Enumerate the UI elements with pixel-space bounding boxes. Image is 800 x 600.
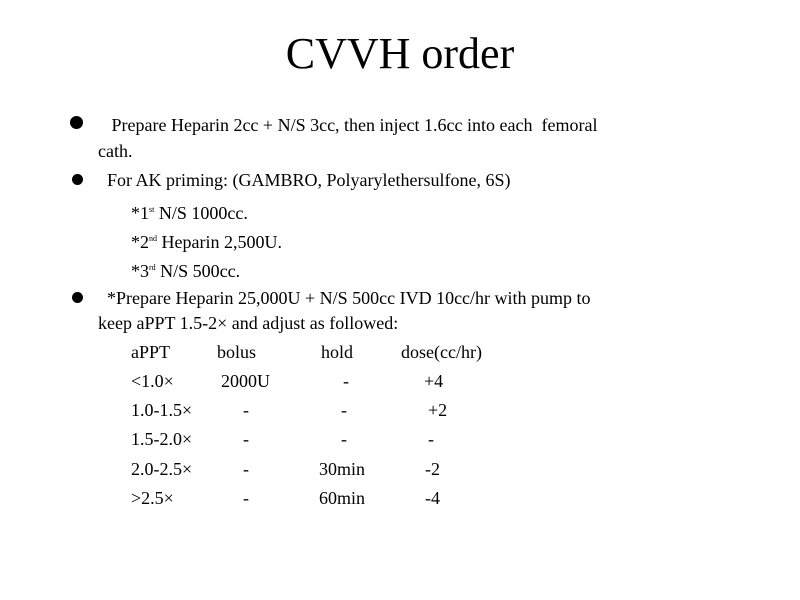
bullet-icon [70, 116, 83, 129]
bullet-icon [72, 174, 83, 185]
step-ordinal: rd [149, 263, 156, 272]
step-number: *1 [131, 203, 149, 223]
step-number: *2 [131, 232, 149, 252]
table-cell: 1.0-1.5× [131, 400, 193, 420]
bullet-3-line-1: *Prepare Heparin 25,000U + N/S 500cc IVD 10cc/hr with pump to [98, 288, 591, 308]
step-text: N/S 500cc. [155, 261, 241, 281]
bullet-1-line-1: Prepare Heparin 2cc + N/S 3cc, then inject 1.6cc into each femoral [98, 115, 598, 135]
table-cell: 2000U [221, 371, 270, 391]
step-number: *3 [131, 261, 149, 281]
table-cell: +2 [428, 400, 448, 420]
table-cell: 30min [319, 459, 366, 479]
table-cell: - [243, 400, 249, 420]
table-cell: 2.0-2.5× [131, 459, 193, 479]
table-cell: - [341, 400, 347, 420]
table-cell: - [343, 371, 349, 391]
step-ordinal: st [149, 205, 155, 214]
table-cell: - [428, 429, 434, 449]
table-cell: -2 [425, 459, 440, 479]
step-ordinal: nd [149, 234, 157, 243]
bullet-icon [72, 292, 83, 303]
table-cell: - [243, 488, 249, 508]
table-header-hold: hold [321, 342, 354, 362]
table-cell: - [243, 429, 249, 449]
priming-step-1 [131, 198, 248, 225]
table-cell: +4 [424, 371, 444, 391]
table-cell: 60min [319, 488, 366, 508]
table-cell: 1.5-2.0× [131, 429, 193, 449]
bullet-1-line-2: cath. [98, 141, 133, 161]
table-header-appt: aPPT [131, 342, 171, 362]
priming-step-2 [131, 227, 282, 254]
slide-title: CVVH order [285, 29, 515, 78]
table-cell: <1.0× [131, 371, 174, 391]
bullet-3-line-2: keep aPPT 1.5-2× and adjust as followed: [98, 313, 399, 333]
table-cell: - [341, 429, 347, 449]
table-header-bolus: bolus [217, 342, 257, 362]
table-header-dose: dose(cc/hr) [401, 342, 482, 362]
table-cell: >2.5× [131, 488, 174, 508]
step-text: N/S 1000cc. [154, 203, 248, 223]
table-cell: -4 [425, 488, 440, 508]
bullet-2-line-1: For AK priming: (GAMBRO, Polyarylethersulfone, 6S) [98, 170, 511, 190]
step-text: Heparin 2,500U. [157, 232, 282, 252]
table-cell: - [243, 459, 249, 479]
priming-step-3 [131, 256, 240, 283]
